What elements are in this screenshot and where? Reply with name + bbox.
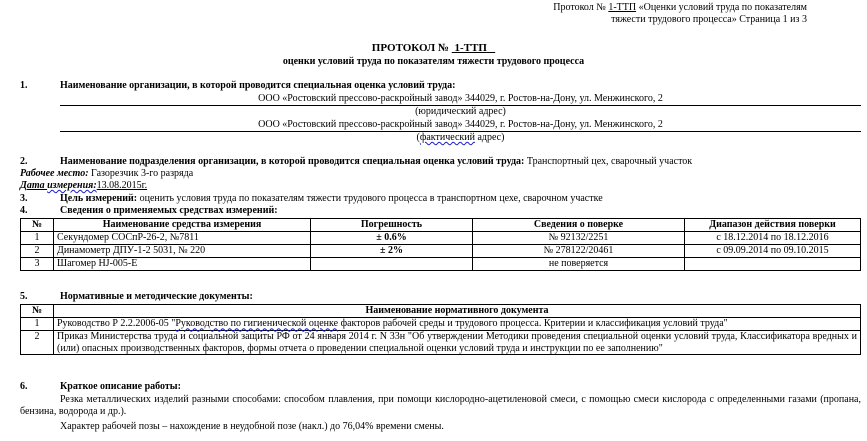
protocol-number: 1-ТТП: [454, 42, 487, 54]
col-header: Погрешность: [311, 219, 473, 232]
col-header: Наименование нормативного документа: [54, 305, 861, 318]
documents-table: [20, 304, 861, 355]
col-header: №: [21, 219, 54, 232]
section-2-number: 2.: [20, 156, 28, 167]
workplace-line: [20, 168, 193, 180]
col-header: Наименование средства измерения: [54, 219, 311, 232]
col-header: №: [21, 305, 54, 318]
section-3-number: 3.: [20, 193, 28, 204]
section-2-line: [60, 156, 692, 168]
work-posture-note: Характер рабочей позы – нахождение в неудобной позе (накл.) до 76,04% времени смены.: [60, 421, 444, 432]
section-1-number: 1.: [20, 80, 28, 91]
header-title-part2: тяжести трудового процесса» Страница 1 из 3: [611, 14, 807, 25]
section-5-heading: Нормативные и методические документы:: [60, 291, 253, 302]
org-actual-address: ООО «Ростовский прессово-раскройный завод» 344029, г. Ростов-на-Дону, ул. Менжинского, 2: [258, 119, 663, 130]
page-header: [477, 2, 807, 26]
table-row: 1 Руководство Р 2.2.2006-05 "Руководство по гигиенической оценке факторов рабочей среды и трудового процесса. Критерии и классификация условий труда": [21, 318, 861, 331]
section-3-line: Цель измерений: оценить условия труда по показателям тяжести трудового процесса в транспортном цехе, сварочном участке: [60, 193, 603, 204]
table-row: 1 Секундомер СОСпР-26-2, №7811 ± 0.6% № 92132/2251 с 18.12.2014 по 18.12.2016: [21, 232, 861, 245]
org-legal-address: ООО «Ростовский прессово-раскройный завод» 344029, г. Ростов-на-Дону, ул. Менжинского, 2: [258, 93, 663, 104]
section-1-heading: Наименование организации, в которой проводится специальная оценка условий труда:: [60, 80, 456, 91]
section-6-heading: Краткое описание работы:: [60, 381, 181, 392]
section-4-heading: Сведения о применяемых средствах измерений:: [60, 205, 278, 216]
table-row: 2 Приказ Министерства труда и социальной защиты РФ от 24 января 2014 г. N 33н "Об утверждении Методики проведения специальной оценки условий труда, Классификатора вредных и (или) опасных производственных факторов, формы отчета о проведении специальной оценки условий труда и инструкции по ее заполнению": [21, 331, 861, 355]
col-header: Сведения о поверке: [473, 219, 685, 232]
goal-value: оценить условия труда по показателям тяжести трудового процесса в транспортном цехе, сварочном участке: [137, 193, 603, 204]
measurement-date-line: Дата измерения:13.08.2015г.: [20, 180, 148, 191]
table-row: 3 Шагомер HJ-005-E не поверяется: [21, 258, 861, 271]
page-subtitle: оценки условий труда по показателям тяжести трудового процесса: [282, 56, 585, 67]
section-2-heading: Наименование подразделения организации, в которой проводится специальная оценка условий труда:: [60, 156, 525, 167]
work-description: Резка металлических изделий разными способами: способом плавления, при помощи кислородно-ацетиленовой смеси, с помощью смеси кислорода с определенными газами (пропана, бензина, водорода и др.).: [20, 394, 861, 417]
col-header: Диапазон действия поверки: [685, 219, 861, 232]
workplace-label: Рабочее место:: [20, 168, 89, 179]
table-header-row: [21, 305, 861, 318]
department-value: Транспортный цех, сварочный участок: [524, 156, 693, 167]
table-header-row: [21, 219, 861, 232]
header-prefix: Протокол №: [553, 2, 609, 13]
table-row: 2 Динамометр ДПУ-1-2 5031, № 220 ± 2% № 278122/20461 с 09.09.2014 по 09.10.2015: [21, 245, 861, 258]
section-6-number: 6.: [20, 381, 28, 392]
instruments-table: [20, 218, 861, 271]
actual-address-label: (фактический адрес): [416, 132, 505, 143]
measurement-date-value: 13.08.2015г.: [96, 180, 148, 191]
section-4-number: 4.: [20, 205, 28, 216]
page-title: ПРОТОКОЛ № 1-ТТП: [0, 42, 867, 55]
header-title-part1: «Оценки условий труда по показателям: [636, 2, 807, 13]
legal-address-label: (юридический адрес): [415, 106, 506, 117]
header-protocol-number: 1-ТТП: [608, 2, 637, 13]
workplace-value: Газорезчик 3-го разряда: [88, 168, 194, 179]
section-5-number: 5.: [20, 291, 28, 302]
